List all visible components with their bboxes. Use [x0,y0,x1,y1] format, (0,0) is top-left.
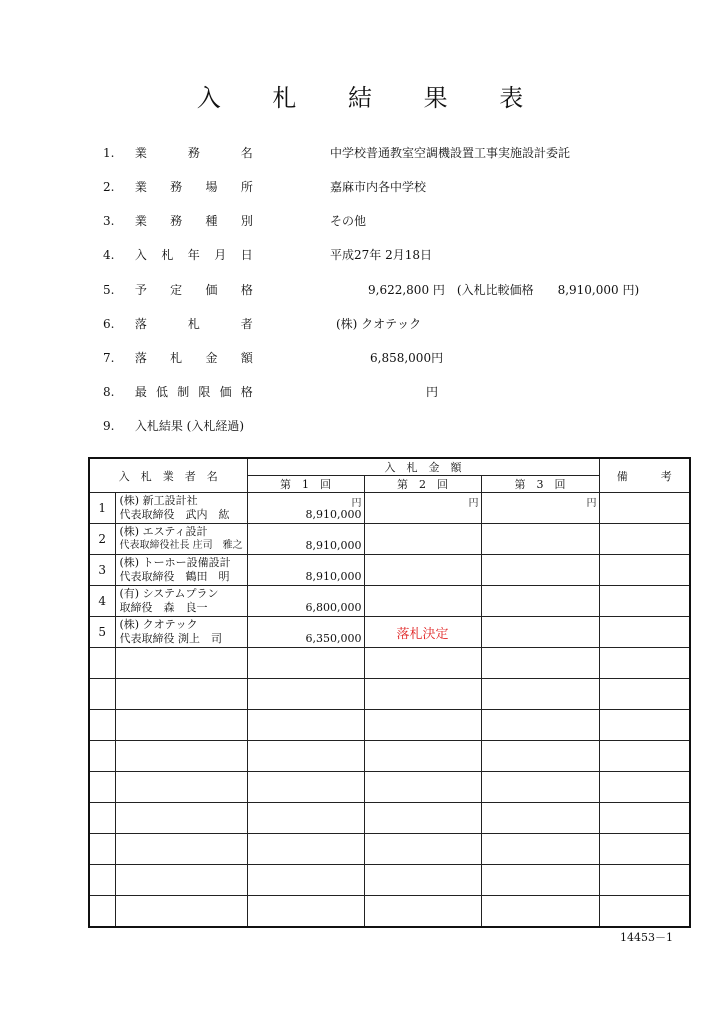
yen-unit: 円 [586,498,597,509]
representative: 代表取締役社長 庄司 雅之 [119,540,243,551]
row-number: 5 [89,617,115,648]
empty-cell [247,648,364,679]
empty-cell [89,834,115,865]
award-decision-label: 落札決定 [364,617,481,648]
title-char: 入 [196,84,221,112]
empty-cell [599,896,690,927]
empty-cell [247,772,364,803]
item-8-value: 円 [426,385,439,399]
amount-round-1 [247,586,364,617]
label-char: 限 [198,385,211,399]
empty-cell [599,741,690,772]
empty-cell [599,803,690,834]
company-name: (有) システムプラン [119,587,219,600]
item-number: 4. [103,248,115,262]
label-char: 月 [214,248,227,262]
empty-cell [364,865,481,896]
label-char: 最 [134,385,147,399]
item-5 [103,282,253,298]
title-char: 結 [348,84,372,112]
representative: 代表取締役 渕上 司 [119,632,222,645]
item-3-value: その他 [330,214,367,228]
item-number: 3. [103,214,115,228]
amount-round-3 [481,493,599,524]
empty-cell [481,710,599,741]
empty-cell [89,741,115,772]
empty-cell [247,679,364,710]
table-row-empty [89,679,690,710]
header-round-1: 第 1 回 [247,476,364,493]
item-number: 1. [103,146,115,160]
item-number: 8. [103,385,115,399]
bidder-name [115,524,247,555]
empty-cell [247,865,364,896]
item-1 [103,145,253,161]
amount-round-1 [247,524,364,555]
row-number: 2 [89,524,115,555]
amount-round-3 [481,555,599,586]
label-char: 所 [240,180,253,194]
item-7 [103,350,253,366]
empty-cell [481,865,599,896]
label-char: 予 [134,283,147,297]
empty-cell [115,834,247,865]
empty-cell [115,741,247,772]
table-row-empty [89,865,690,896]
item-label: 入札結果 (入札経過) [134,419,245,433]
item-number: 9. [103,419,115,433]
empty-cell [364,834,481,865]
amount-value: 8,910,000 [305,539,362,552]
header-round-3: 第 3 回 [481,476,599,493]
company-name: (株) エスティ設計 [119,525,208,538]
item-3 [103,213,253,229]
item-6-value: (株) クオテック [336,317,422,331]
page-title [0,78,720,113]
empty-cell [247,896,364,927]
empty-cell [364,648,481,679]
empty-cell [481,834,599,865]
empty-cell [599,834,690,865]
bidder-name [115,555,247,586]
yen-unit: 円 [468,498,479,509]
label-char: 業 [134,214,147,228]
amount-round-3 [481,586,599,617]
label-char: 金 [205,351,218,365]
item-label [135,316,253,332]
empty-cell [115,772,247,803]
item-9 [103,418,244,434]
label-char: 札 [161,248,174,262]
empty-cell [481,741,599,772]
empty-cell [599,679,690,710]
label-char: 額 [240,351,253,365]
amount-round-1 [247,617,364,648]
empty-cell [481,679,599,710]
empty-cell [247,710,364,741]
empty-cell [364,679,481,710]
item-number: 2. [103,180,115,194]
item-7-value: 6,858,000円 [370,351,444,365]
item-label [135,282,253,298]
empty-cell [599,772,690,803]
label-char: 務 [170,180,183,194]
company-name: (株) トーホー設備設計 [119,556,231,569]
amount-round-3 [481,617,599,648]
item-number: 6. [103,317,115,331]
table-row-empty [89,741,690,772]
label-char: 価 [205,283,218,297]
empty-cell [364,803,481,834]
table-row [89,586,690,617]
table-row [89,555,690,586]
label-char: 入 [134,248,147,262]
note-cell [599,586,690,617]
note-cell [599,617,690,648]
empty-cell [599,710,690,741]
label-char: 種 [205,214,218,228]
yen-unit: 円 [351,498,362,509]
label-char: 業 [134,180,147,194]
table-row-empty [89,772,690,803]
label-char: 業 [134,146,147,160]
bid-results-table [88,457,691,928]
note-cell [599,524,690,555]
empty-cell [89,772,115,803]
empty-cell [115,679,247,710]
label-char: 別 [240,214,253,228]
amount-round-1 [247,493,364,524]
empty-cell [115,710,247,741]
amount-round-2 [364,493,481,524]
amount-value: 8,910,000 [305,508,362,521]
table-row [89,617,690,648]
empty-cell [115,648,247,679]
empty-cell [481,803,599,834]
bidder-name [115,586,247,617]
header-note: 備 考 [599,458,690,493]
header-amount: 入 札 金 額 [247,458,599,476]
item-6 [103,316,253,332]
representative: 代表取締役 鶴田 明 [119,570,230,583]
empty-cell [89,679,115,710]
label-char: 制 [177,385,190,399]
table-row-empty [89,648,690,679]
table-row [89,493,690,524]
title-char: 札 [272,84,297,112]
empty-cell [599,865,690,896]
label-char: 務 [170,214,183,228]
amount-round-2 [364,524,481,555]
amount-round-3 [481,524,599,555]
amount-value: 6,800,000 [305,601,362,614]
note-cell [599,555,690,586]
label-char: 札 [170,351,183,365]
label-char: 年 [187,248,200,262]
empty-cell [89,710,115,741]
empty-cell [481,896,599,927]
label-char: 札 [187,317,200,331]
item-4 [103,247,253,263]
label-char: 落 [134,351,147,365]
row-number: 1 [89,493,115,524]
table-row-empty [89,834,690,865]
representative: 代表取締役 武内 紘 [119,508,230,521]
empty-cell [364,710,481,741]
header-round-2: 第 2 回 [364,476,481,493]
row-number: 4 [89,586,115,617]
label-char: 場 [205,180,218,194]
item-5-value: 9,622,800 円 (入札比較価格 8,910,000 円) [368,283,640,297]
item-2-value: 嘉麻市内各中学校 [330,180,427,194]
item-1-value: 中学校普通教室空調機設置工事実施設計委託 [330,146,571,160]
label-char: 日 [240,248,253,262]
label-char: 格 [240,283,253,297]
amount-round-2 [364,555,481,586]
title-char: 果 [423,84,448,112]
empty-cell [364,896,481,927]
title-char: 表 [499,84,524,112]
item-label [135,247,253,263]
item-label [135,350,253,366]
empty-cell [481,772,599,803]
representative: 取締役 森 良一 [119,601,208,614]
bidder-name [115,493,247,524]
label-char: 務 [187,146,200,160]
table-row-empty [89,896,690,927]
company-name: (株) クオテック [119,618,198,631]
amount-value: 6,350,000 [305,632,362,645]
amount-round-1 [247,555,364,586]
item-number: 7. [103,351,115,365]
item-label [135,384,253,400]
empty-cell [247,803,364,834]
empty-cell [247,834,364,865]
label-char: 価 [219,385,232,399]
empty-cell [364,772,481,803]
empty-cell [115,803,247,834]
empty-cell [89,896,115,927]
empty-cell [115,865,247,896]
label-char: 定 [170,283,183,297]
amount-round-2 [364,586,481,617]
empty-cell [247,741,364,772]
item-number: 5. [103,283,115,297]
label-char: 低 [156,385,169,399]
empty-cell [89,648,115,679]
table-row-empty [89,803,690,834]
item-4-value: 平成27年 2月18日 [330,248,432,262]
table-row [89,524,690,555]
label-char: 名 [240,146,253,160]
empty-cell [115,896,247,927]
empty-cell [89,803,115,834]
item-label [135,145,253,161]
empty-cell [364,741,481,772]
item-2 [103,179,253,195]
item-label [135,213,253,229]
empty-cell [481,648,599,679]
row-number: 3 [89,555,115,586]
label-char: 者 [240,317,253,331]
document-number: 14453－1 [620,931,673,944]
item-8 [103,384,253,400]
empty-cell [599,648,690,679]
empty-cell [89,865,115,896]
amount-value: 8,910,000 [305,570,362,583]
item-label [135,179,253,195]
company-name: (株) 新工設計社 [119,494,198,507]
bidder-name [115,617,247,648]
note-cell [599,493,690,524]
label-char: 格 [240,385,253,399]
table-row-empty [89,710,690,741]
label-char: 落 [134,317,147,331]
header-bidder: 入 札 業 者 名 [89,458,247,493]
